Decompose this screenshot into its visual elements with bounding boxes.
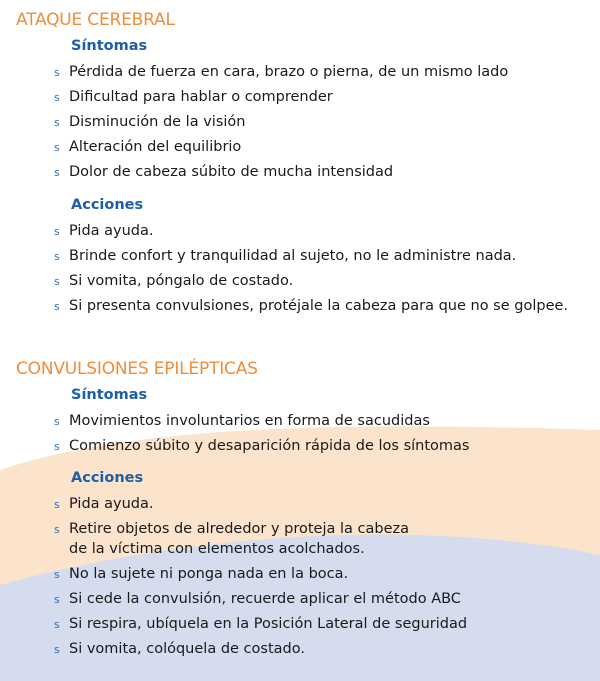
bullet-glyph: s [54, 440, 60, 453]
bullet-glyph: s [54, 66, 60, 79]
document-page: ATAQUE CEREBRAL Síntomas s Pérdida de fuerza en cara, brazo o pierna, de un mismo lado s Dificultad para hablar o comprender s Disminución de la visión s Alteración del equilibrio s Dolor de cabeza súbito de mucha intensidad Acciones s Pida ayuda. s Brinde confort y tranquilidad al sujeto, no le administre nada. s Si vomita, póngalo de costado. s Si presenta convulsiones, protéjale la cabeza para que no se golpee. CONVULSIONES EPILÉPTICAS Síntomas s Movimientos involuntarios en forma de sacudidas s Comienzo súbito y desaparición rápida de los síntomas Acciones s Pida ayuda. s Retire objetos de alrededor y proteja la cabeza de la víctima con elementos acolchados. s No la sujete ni ponga nada en la boca. s Si cede la convulsión, recuerde aplicar el método ABC s Si respira, ubíquela en la Posición Lateral de seguridad s Si vomita, colóquela de costado. [16, 10, 569, 657]
bullet-glyph: s [54, 568, 60, 581]
bullet-glyph: s [54, 250, 60, 263]
bullet-glyph: s [54, 91, 60, 104]
bullet-glyph: s [54, 643, 60, 656]
section-title-ataque-cerebral: ATAQUE CEREBRAL [16, 10, 175, 30]
subheading-sintomas: Síntomas [71, 387, 148, 403]
bullet-glyph: s [54, 116, 60, 129]
section-title-convulsiones-epilepticas: CONVULSIONES EPILÉPTICAS [16, 359, 258, 379]
bullet-glyph: s [54, 593, 60, 606]
bullet-glyph: s [54, 498, 60, 511]
bullet-glyph: s [54, 166, 60, 179]
subheading-acciones: Acciones [71, 197, 144, 213]
bullet-glyph: s [54, 523, 60, 536]
bullet-glyph: s [54, 618, 60, 631]
subheading-sintomas: Síntomas [71, 38, 148, 54]
bullet-glyph: s [54, 300, 60, 313]
bullet-glyph: s [54, 225, 60, 238]
bullet-glyph: s [54, 275, 60, 288]
bullet-glyph: s [54, 415, 60, 428]
subheading-acciones: Acciones [71, 470, 144, 486]
bullet-glyph: s [54, 141, 60, 154]
